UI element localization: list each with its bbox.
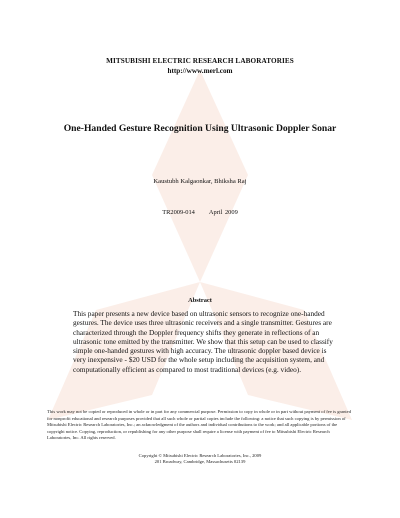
lab-url[interactable]: http://www.merl.com (167, 67, 233, 75)
report-info (0, 209, 400, 216)
lab-address: 201 Broadway, Cambridge, Massachusetts 02139 (154, 459, 246, 465)
paper-title: One-Handed Gesture Recognition Using Ultrasonic Doppler Sonar (63, 123, 337, 134)
abstract-heading: Abstract (188, 297, 212, 304)
abstract-text: This paper presents a new device based on ultrasonic sensors to recognize one-handed gestures. The device uses three ultrasonic receivers and a single transmitter. Gestures are characterized through the Doppler frequency shifts they generate in reflections of an ultrasonic tone emitted by the transmitter. We show that this setup can be used to classify simple one-handed gestures with high accuracy. The ultrasonic doppler based device is very inexpensive - $20 USD for the whole setup including the acquisition system, and computationally efficient as compared to most traditional devices (e.g. video). (73, 309, 333, 374)
copyright-notice: This work may not be copied or reproduced in whole or in part for any commercial purpose. Permission to copy in whole or in part without payment of fee is granted for nonprofit educational and research purposes provided that all such whole or partial copies include the following: a notice that such copying is by permission of Mitsubishi Electric Research Laboratories, Inc.; an acknowledgment of the authors and individual contributions to the work; and all applicable portions of the copyright notice. Copying, reproduction, or republishing for any other purpose shall require a license with payment of fee to Mitsubishi Electric Research Laboratories, Inc. All rights reserved. (47, 409, 352, 440)
report-number: TR2009-014 (162, 209, 195, 216)
copyright-line: Copyright © Mitsubishi Electric Research Laboratories, Inc., 2009 (138, 453, 262, 458)
copyright-block (0, 453, 400, 466)
paper-authors: Kaustubh Kalgaonkar, Bhiksha Raj (153, 178, 247, 185)
report-date: April 2009 (208, 209, 238, 216)
lab-name: MITSUBISHI ELECTRIC RESEARCH LABORATORIES (106, 57, 294, 65)
